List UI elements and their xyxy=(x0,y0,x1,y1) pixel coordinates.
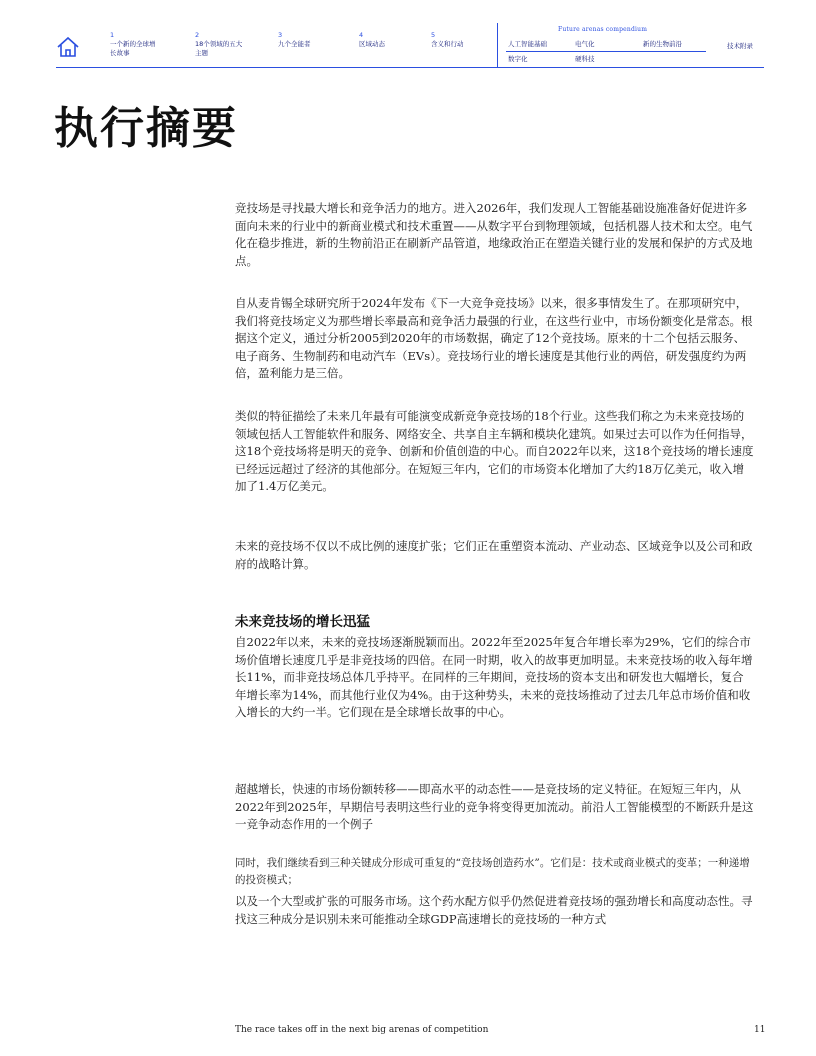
paragraph-formula: 以及一个大型或扩张的可服务市场。这个药水配方似乎仍然促进着竞技场的强劲增长和高度动态性。寻找这三种成分是识别未来可能推动全球GDP高速增长的竞技场的一种方式 xyxy=(235,894,753,926)
footer-report-title: The race takes off in the next big arenas of competition xyxy=(235,1025,489,1035)
nav-chapter-3[interactable] xyxy=(278,31,326,49)
nav-chapter-number: 2 xyxy=(195,31,200,39)
compendium-menu xyxy=(497,23,710,67)
nav-chapter-5[interactable] xyxy=(431,31,479,49)
nav-chapter-label: 区域动态 xyxy=(359,40,385,48)
nav-chapter-number: 1 xyxy=(110,31,115,39)
page-number: 11 xyxy=(754,1025,766,1035)
nav-chapter-label: 含义和行动 xyxy=(431,40,464,48)
nav-chapter-number: 5 xyxy=(431,31,436,39)
top-navigation xyxy=(0,0,816,70)
nav-chapter-label: 九个全能者 xyxy=(278,40,311,48)
compendium-item-ai-infrastructure[interactable]: 人工智能基础 xyxy=(508,40,547,48)
compendium-item-digital[interactable]: 数字化 xyxy=(508,55,528,63)
compendium-item-hard-tech[interactable]: 硬科技 xyxy=(575,55,595,63)
nav-chapter-4[interactable] xyxy=(359,31,407,49)
nav-chapter-label: 一个新的全球增长故事 xyxy=(110,40,156,57)
nav-chapter-2[interactable] xyxy=(195,31,243,58)
paragraph-reshaping: 未来的竞技场不仅以不成比例的速度扩张；它们正在重塑资本流动、产业动态、区域竞争以及公司和政府的战略计算。 xyxy=(235,539,753,571)
compendium-item-bio-frontier[interactable]: 新的生物前沿 xyxy=(643,40,682,48)
home-icon[interactable] xyxy=(56,35,80,59)
nav-chapter-number: 4 xyxy=(359,31,364,39)
paragraph-dynamism: 超越增长，快速的市场份额转移——即高水平的动态性——是竞技场的定义特征。在短短三年内，从2022年到2025年，早期信号表明这些行业的竞争将变得更加流动。前沿人工智能模型的不断跃升是这一竞争动态作用的一个例子 xyxy=(235,782,754,831)
paragraph-history: 自从麦肯锡全球研究所于2024年发布《下一大竞争竞技场》以来，很多事情发生了。在那项研究中，我们将竞技场定义为那些增长率最高和竞争活力最强的行业，在这些行业中，市场份额变化是常态。根据这个定义，通过分析2005到2020年的市场数据，确定了12个竞技场。原来的十二个包括云服务、电子商务、生物制药和电动汽车（EVs）。竞技场行业的增长速度是其他行业的两倍，研发强度约为两倍，盈利能力是三倍。 xyxy=(235,296,753,380)
paragraph-future-arenas: 类似的特征描绘了未来几年最有可能演变成新竞争竞技场的18个行业。这些我们称之为未来竞技场的领域包括人工智能软件和服务、网络安全、共享自主车辆和模块化建筑。如果过去可以作为任何指导，这18个竞技场将是明天的竞争、创新和价值创造的中心。而自2022年以来，这18个竞技场的增长速度已经远远超过了经济的其他部分。在短短三年内，它们的市场资本化增加了大约18万亿美元，收入增加了1.4万亿美元。 xyxy=(235,409,754,493)
compendium-title: Future arenas compendium xyxy=(558,26,648,33)
page-title: 执行摘要 xyxy=(54,103,238,154)
compendium-divider xyxy=(506,51,706,52)
paragraph-growth: 自2022年以来，未来的竞技场逐渐脱颖而出。2022年至2025年复合年增长率为29%，它们的综合市场价值增长速度几乎是非竞技场的四倍。在同一时期，收入的故事更加明显。未来竞技场的收入每年增长11%，而非竞技场总体几乎持平。在同样的三年期间，竞技场的资本支出和研发也大幅增长，复合年增长率为14%，而其他行业仅为4%。由于这种势头，未来的竞技场推动了过去几年总市场价值和收入增长的大约一半。它们现在是全球增长故事的中心。 xyxy=(235,635,753,719)
nav-chapter-1[interactable] xyxy=(110,31,158,58)
paragraph-ingredients: 同时，我们继续看到三种关键成分形成可重复的“竞技场创造药水”。它们是：技术或商业模式的变革；一种递增的投资模式； xyxy=(235,857,750,886)
technical-appendix-link[interactable]: 技术附录 xyxy=(727,42,753,50)
nav-divider xyxy=(56,67,764,68)
paragraph-intro: 竞技场是寻找最大增长和竞争活力的地方。进入2026年，我们发现人工智能基础设施准备好促进许多面向未来的行业中的新商业模式和技术重置——从数字平台到物理领域，包括机器人技术和太空。电气化在稳步推进，新的生物前沿正在刷新产品管道，地缘政治正在塑造关键行业的发展和保护的方式及地点。 xyxy=(235,201,753,268)
nav-chapter-number: 3 xyxy=(278,31,283,39)
compendium-item-electrification[interactable]: 电气化 xyxy=(575,40,595,48)
section-heading: 未来竞技场的增长迅猛 xyxy=(235,614,370,630)
nav-chapter-label: 18个领域的五大主题 xyxy=(195,40,243,57)
